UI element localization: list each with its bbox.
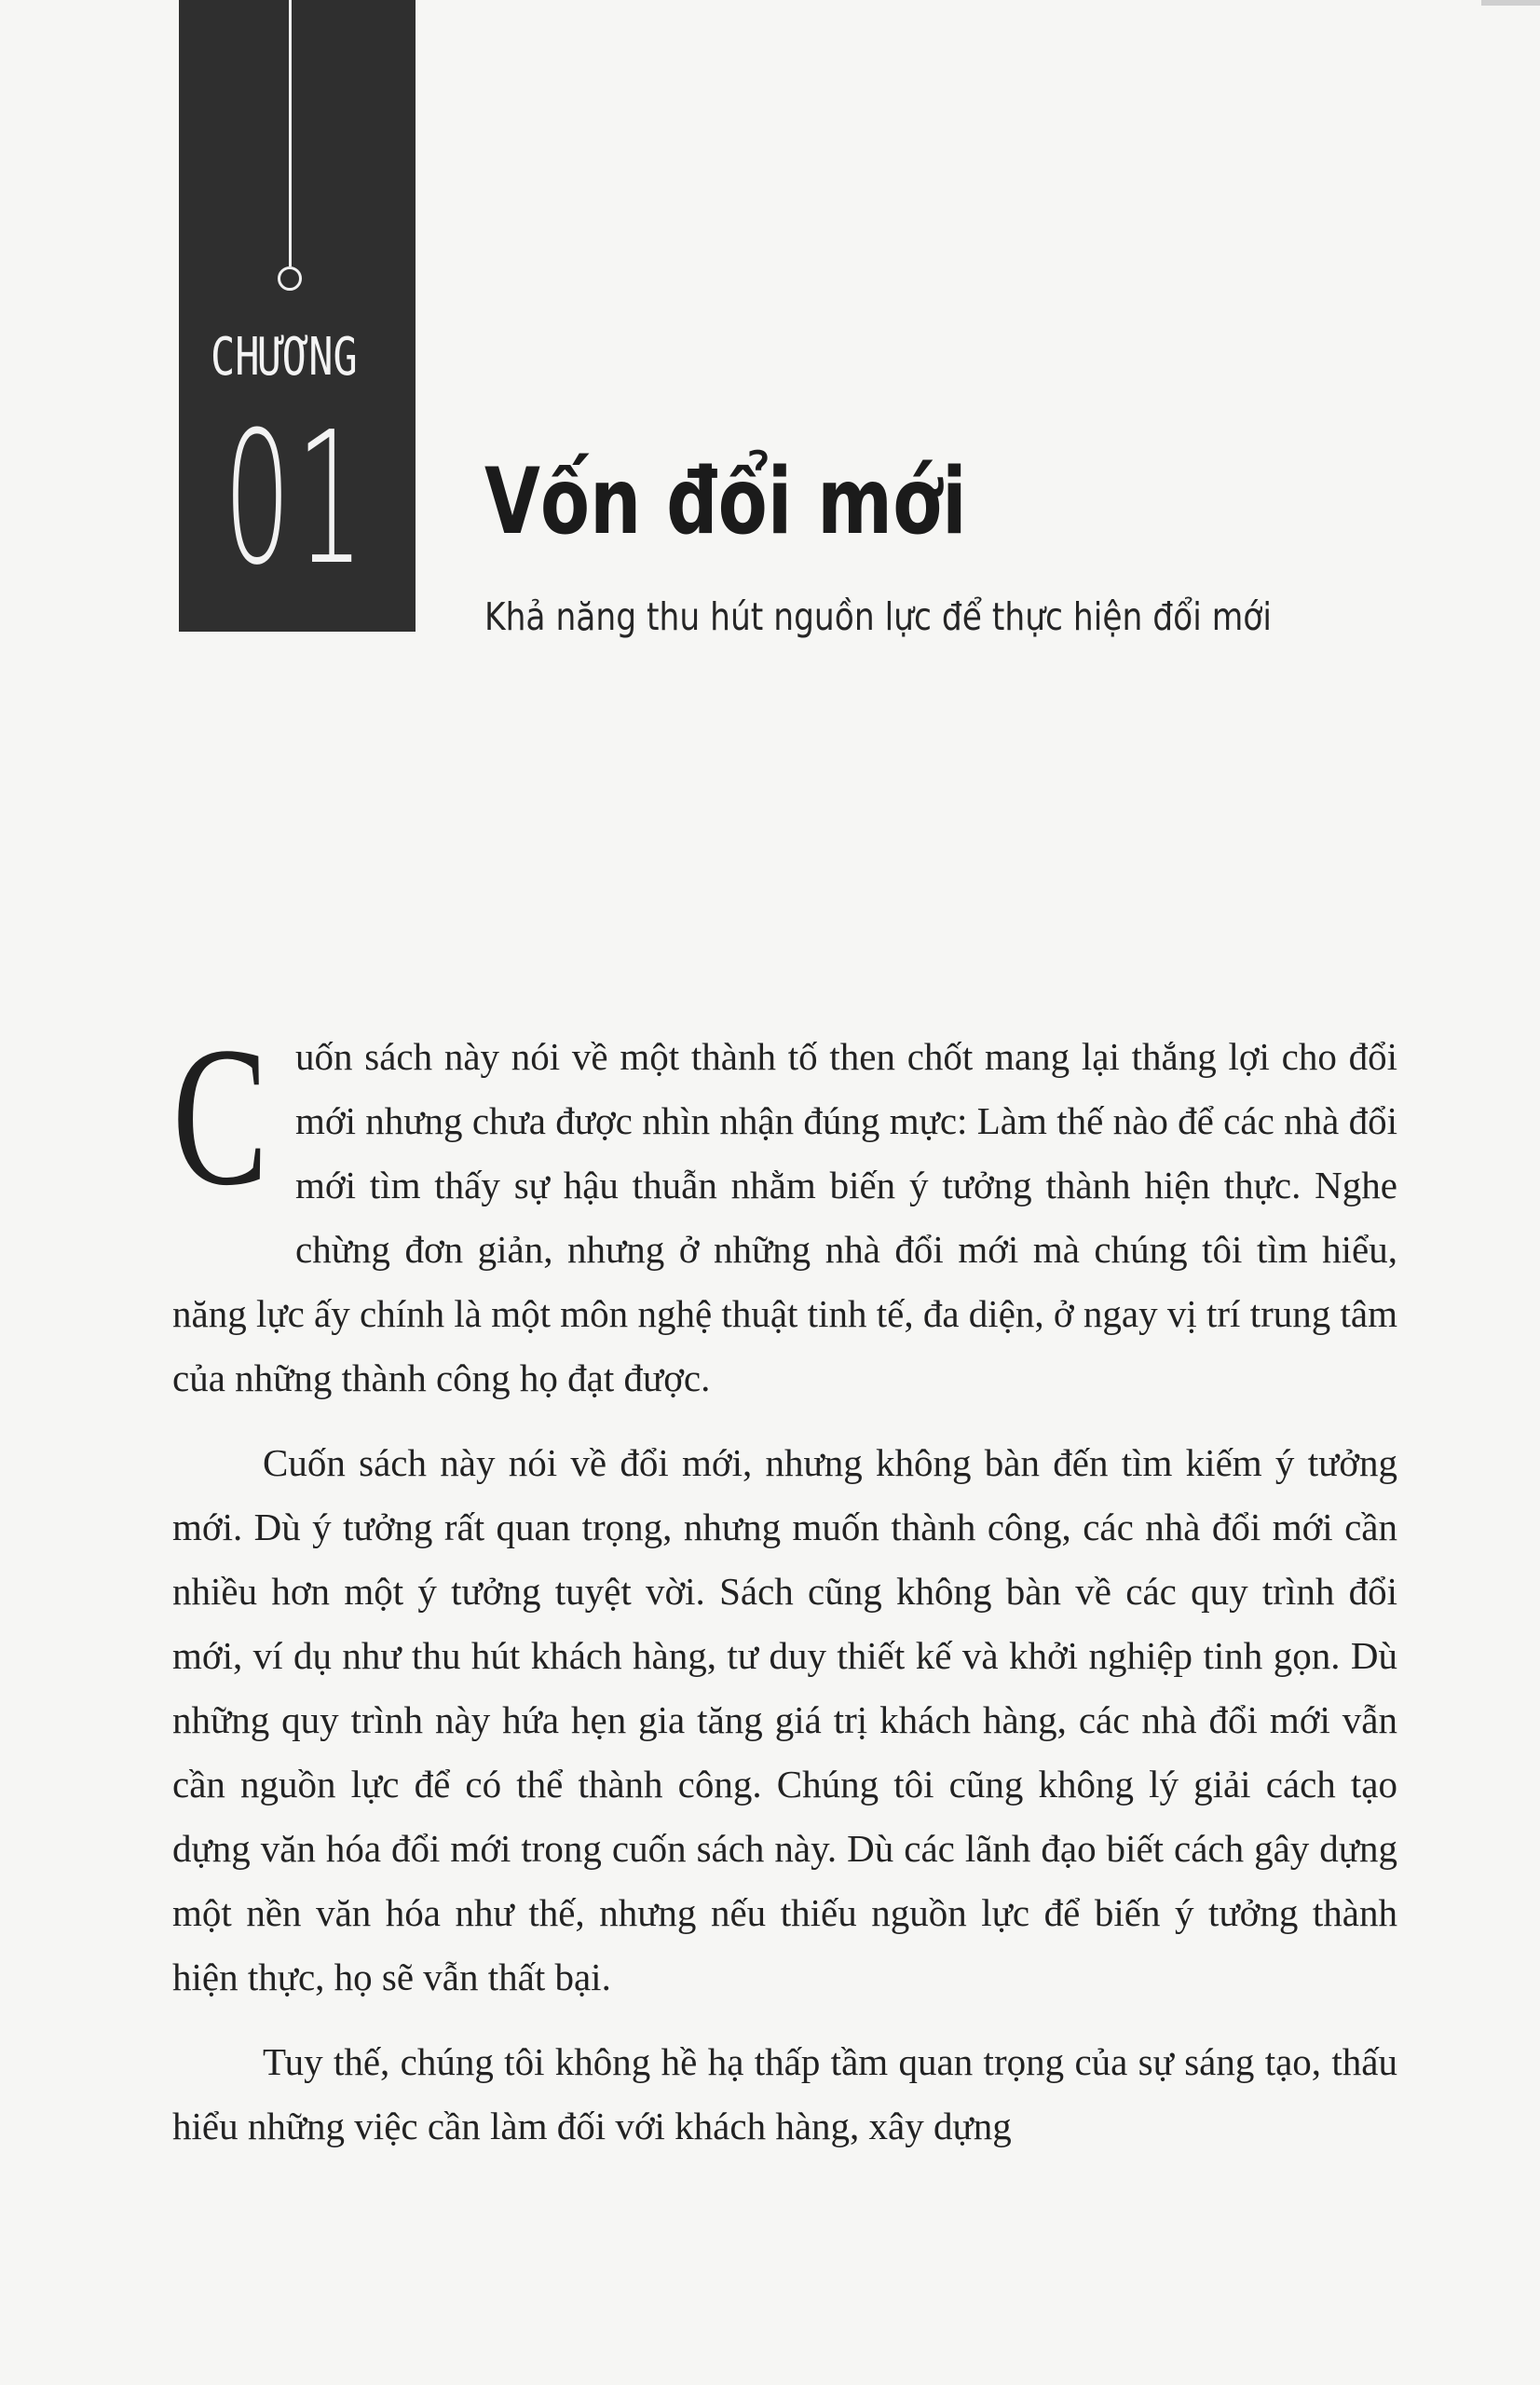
body-paragraph	[172, 1006, 1397, 1411]
chapter-number: 01	[224, 393, 370, 606]
drop-cap: C	[172, 1006, 268, 1227]
chapter-letter: H	[235, 327, 260, 388]
chapter-letter: Ư	[259, 327, 284, 388]
chapter-label-block	[179, 0, 416, 632]
chapter-title: Vốn đổi mới	[484, 449, 967, 555]
body-paragraph: Cuốn sách này nói về đổi mới, nhưng không bàn đến tìm kiếm ý tưởng mới. Dù ý tưởng rất quan trọng, nhưng muốn thành công, các nhà đổi mới cần nhiều hơn một ý tưởng tuyệt vời. Sách cũng không bàn về các quy trình đổi mới, ví dụ như thu hút khách hàng, tư duy thiết kế và khởi nghiệp tinh gọn. Dù những quy trình này hứa hẹn gia tăng giá trị khách hàng, các nhà đổi mới vẫn cần nguồn lực để có thể thành công. Chúng tôi cũng không lý giải cách tạo dựng văn hóa đổi mới trong cuốn sách này. Dù các lãnh đạo biết cách gây dựng một nền văn hóa như thế, nhưng nếu thiếu nguồn lực để biến ý tưởng thành hiện thực, họ sẽ vẫn thất bại.	[172, 1441, 1397, 1998]
chapter-letter: G	[333, 327, 358, 388]
chapter-letter: Ơ	[283, 327, 309, 388]
paragraph-text: uốn sách này nói về một thành tố then chốt mang lại thắng lợi cho đổi mới nhưng chưa được nhìn nhận đúng mực: Làm thế nào để các nhà đổi mới tìm thấy sự hậu thuẫn nhằm biến ý tưởng thành hiện thực. Nghe chừng đơn giản, nhưng ở những nhà đổi mới mà chúng tôi tìm hiểu, năng lực ấy chính là một môn nghệ thuật tinh tế, đa diện, ở ngay vị trí trung tâm của những thành công họ đạt được.	[172, 1035, 1397, 1399]
body-paragraph: Tuy thế, chúng tôi không hề hạ thấp tầm quan trọng của sự sáng tạo, thấu hiểu những việc cần làm đối với khách hàng, xây dựng	[172, 2040, 1397, 2147]
page-edge-mark	[1481, 0, 1540, 6]
chapter-letter: C	[211, 327, 236, 388]
chapter-subtitle: Khả năng thu hút nguồn lực để thực hiện đổi mới	[484, 594, 1272, 639]
chapter-line	[289, 0, 292, 266]
chapter-letter: N	[308, 327, 334, 388]
chapter-word	[211, 327, 358, 388]
chapter-circle-icon	[278, 266, 302, 291]
chapter-body	[172, 1006, 1397, 2179]
